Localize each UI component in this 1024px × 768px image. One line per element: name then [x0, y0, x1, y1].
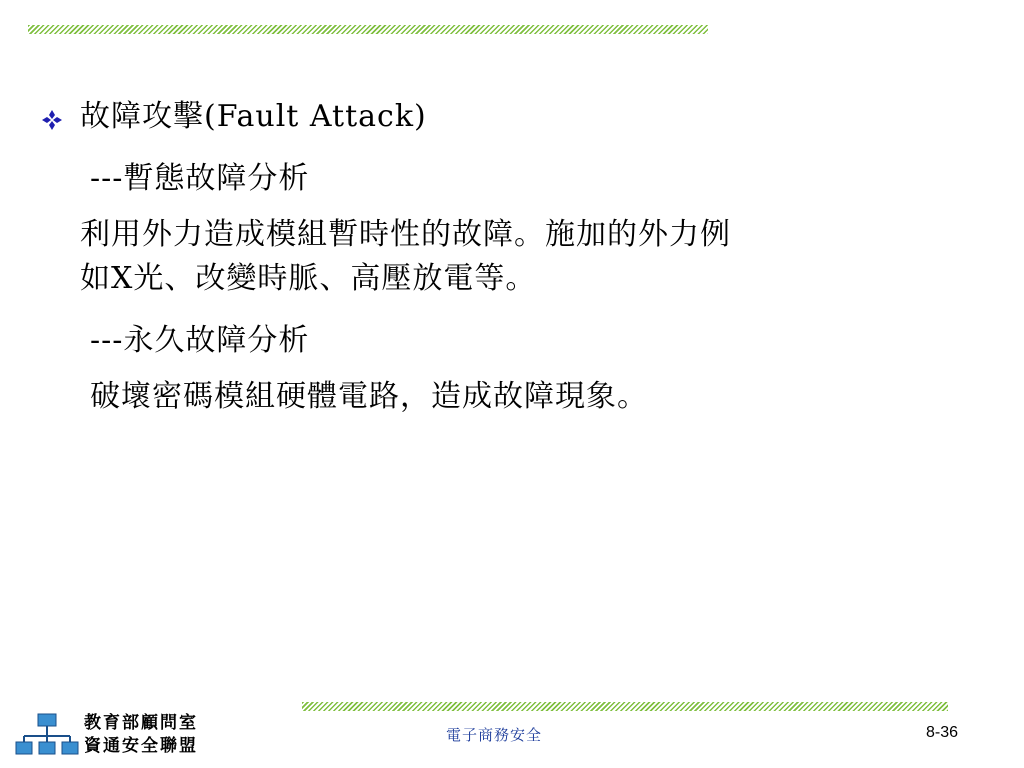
bottom-hatch-divider — [302, 702, 948, 711]
heading-fault-attack: 故障攻擊(Fault Attack) — [80, 99, 427, 134]
footer-course-title: 電子商務安全 — [446, 726, 543, 744]
logo-line2: 資通安全聯盟 — [84, 736, 198, 756]
subheading-permanent-fault: ---永久故障分析 — [90, 323, 310, 358]
body-transient-line2: 如X光、改變時脈、高壓放電等。 — [80, 261, 537, 296]
subheading-transient-fault: ---暫態故障分析 — [90, 161, 310, 196]
body-transient-line1: 利用外力造成模組暫時性的故障。施加的外力例 — [80, 217, 731, 252]
logo-text — [84, 712, 198, 758]
ministry-logo — [14, 712, 214, 762]
body-permanent: 破壞密碼模組硬體電路，造成故障現象。 — [90, 379, 648, 414]
diamond-bullet-icon — [40, 108, 64, 132]
network-logo-icon — [14, 712, 80, 760]
page-number: 8-36 — [926, 724, 959, 741]
logo-line1: 教育部顧問室 — [84, 713, 198, 733]
